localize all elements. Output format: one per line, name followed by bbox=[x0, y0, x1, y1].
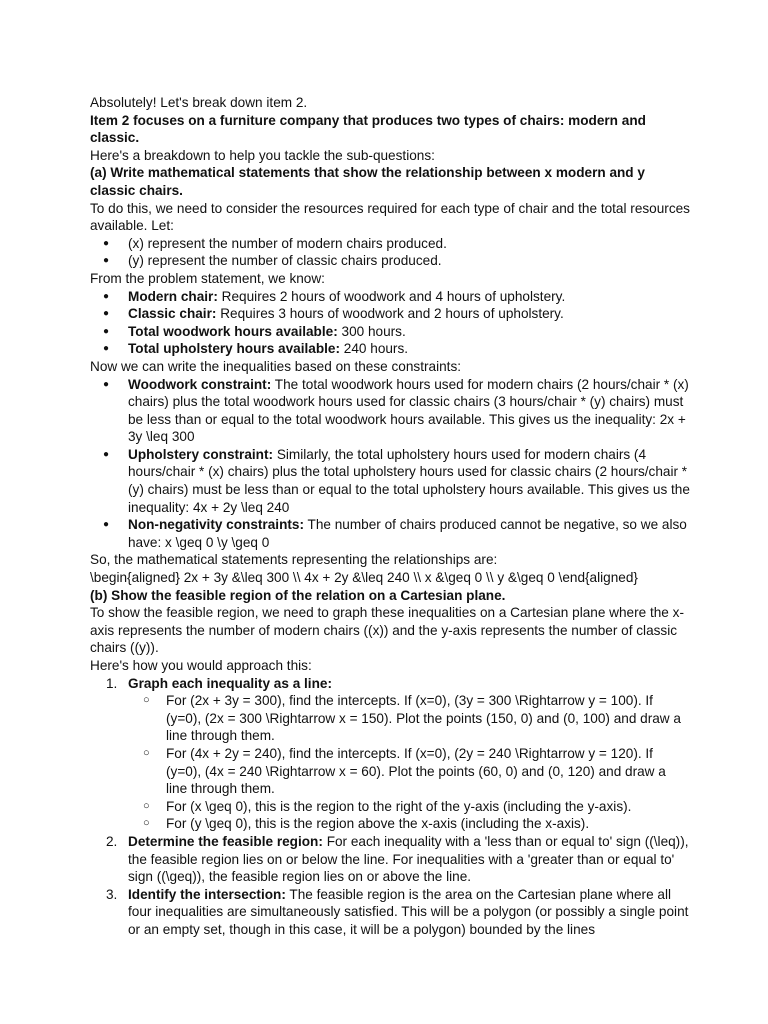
step-number: 3. bbox=[106, 886, 118, 902]
known-list bbox=[90, 288, 690, 358]
list-item: ● Total woodwork hours available: 300 hours. bbox=[90, 323, 690, 341]
list-item: ● Modern chair: Requires 2 hours of woodwork and 4 hours of upholstery. bbox=[90, 288, 690, 306]
part-a-intro: To do this, we need to consider the resources required for each type of chair and the total resources available. Let: bbox=[90, 200, 690, 234]
list-item: ○ For (2x + 3y = 300), find the intercepts. If (x=0), (3y = 300 \Rightarrow y = 100). If (y=0), (2x = 300 \Rightarrow x = 150). Plot the points (150, 0) and (0, 100) and draw a line through them. bbox=[128, 692, 690, 745]
list-item: ○ For (x \geq 0), this is the region to the right of the y-axis (including the y-axis). bbox=[128, 798, 690, 816]
step-number: 2. bbox=[106, 833, 118, 849]
list-item: 1. Graph each inequality as a line: ○ For (2x + 3y = 300), find the intercepts. If (x=0), (3y = 300 \Rightarrow y = 100). If (y=0), (2x = 300 \Rightarrow x = 150). Plot the points (150, 0) and (0, 100) and draw a line through them. ○ For (4x + 2y = 240), find the intercepts. If (x=0), (2y = 240 \Rightarrow y = 120). If (y=0), (4x = 240 \Rightarrow x = 60). Plot the points (60, 0) and (0, 120) and draw a line through them. ○ For (x \geq 0), this is the region to the right of the y-axis (including the y-axis). ○ For (y \geq 0), this is the region above the x-axis (including the x-axis). bbox=[90, 675, 690, 833]
document-body bbox=[90, 94, 690, 939]
list-item: ○ For (y \geq 0), this is the region above the x-axis (including the x-axis). bbox=[128, 815, 690, 833]
now-write-text: Now we can write the inequalities based on these constraints: bbox=[90, 358, 462, 374]
part-a-heading: (a) Write mathematical statements that show the relationship between x modern and y classic chairs. bbox=[90, 165, 645, 198]
aligned-equations: \begin{aligned} 2x + 3y &\leq 300 \\ 4x + 2y &\leq 240 \\ x &\geq 0 \\ y &\geq 0 \end{aligned} bbox=[90, 570, 638, 586]
from-problem-text: From the problem statement, we know: bbox=[90, 270, 325, 286]
list-item: ● Upholstery constraint: Similarly, the total upholstery hours used for modern chairs (4 hours/chair * (x) chairs) plus the total upholstery hours used for classic chairs (2 hours/chair * (y) chairs) must be less than or equal to the total upholstery hours available. This gives us the inequality: 4x + 2y \leq 240 bbox=[90, 446, 690, 516]
sub-list bbox=[128, 692, 690, 833]
step-number: 1. bbox=[106, 675, 118, 691]
intro-text: Absolutely! Let's break down item 2. bbox=[90, 95, 308, 110]
let-list bbox=[90, 235, 690, 270]
part-b-heading: (b) Show the feasible region of the relation on a Cartesian plane. bbox=[90, 587, 506, 603]
approach-text: Here's how you would approach this: bbox=[90, 658, 312, 673]
constraints-list bbox=[90, 376, 690, 552]
part-b-intro: To show the feasible region, we need to graph these inequalities on a Cartesian plane where the x-axis represents the number of modern chairs ((x)) and the y-axis represents the number of classic chairs ((y)). bbox=[90, 605, 684, 656]
list-item: ● (y) represent the number of classic chairs produced. bbox=[90, 252, 690, 270]
steps-list bbox=[90, 675, 690, 939]
list-item: ● Total upholstery hours available: 240 hours. bbox=[90, 340, 690, 358]
so-statements-text: So, the mathematical statements representing the relationships are: bbox=[90, 552, 498, 568]
list-item: ● Classic chair: Requires 3 hours of woodwork and 2 hours of upholstery. bbox=[90, 305, 690, 323]
list-item: ○ For (4x + 2y = 240), find the intercepts. If (x=0), (2y = 240 \Rightarrow y = 120). If (y=0), (4x = 240 \Rightarrow x = 60). Plot the points (60, 0) and (0, 120) and draw a line through them. bbox=[128, 745, 690, 798]
list-item: ● (x) represent the number of modern chairs produced. bbox=[90, 235, 690, 253]
breakdown-intro: Here's a breakdown to help you tackle the sub-questions: bbox=[90, 147, 435, 163]
list-item: 2. Determine the feasible region: For each inequality with a 'less than or equal to' sign ((\leq)), the feasible region lies on or below the line. For inequalities with a 'greater than or equal to' sign ((\geq)), the feasible region lies on or above the line. bbox=[106, 833, 689, 885]
list-item: 3. Identify the intersection: The feasible region is the area on the Cartesian plane where all four inequalities are simultaneously satisfied. This will be a polygon (or possibly a single point or an empty set, though in this case, it will be a polygon) bounded by the lines bbox=[106, 886, 689, 937]
list-item: ● Non-negativity constraints: The number of chairs produced cannot be negative, so we also have: x \geq 0 \y \geq 0 bbox=[90, 516, 690, 551]
item-heading: Item 2 focuses on a furniture company that produces two types of chairs: modern and classic. bbox=[90, 112, 646, 146]
list-item: ● Woodwork constraint: The total woodwork hours used for modern chairs (2 hours/chair * (x) chairs) plus the total woodwork hours used for classic chairs (3 hours/chair * (y) chairs) must be less than or equal to the total woodwork hours available. This gives us the inequality: 2x + 3y \leq 300 bbox=[90, 376, 690, 446]
